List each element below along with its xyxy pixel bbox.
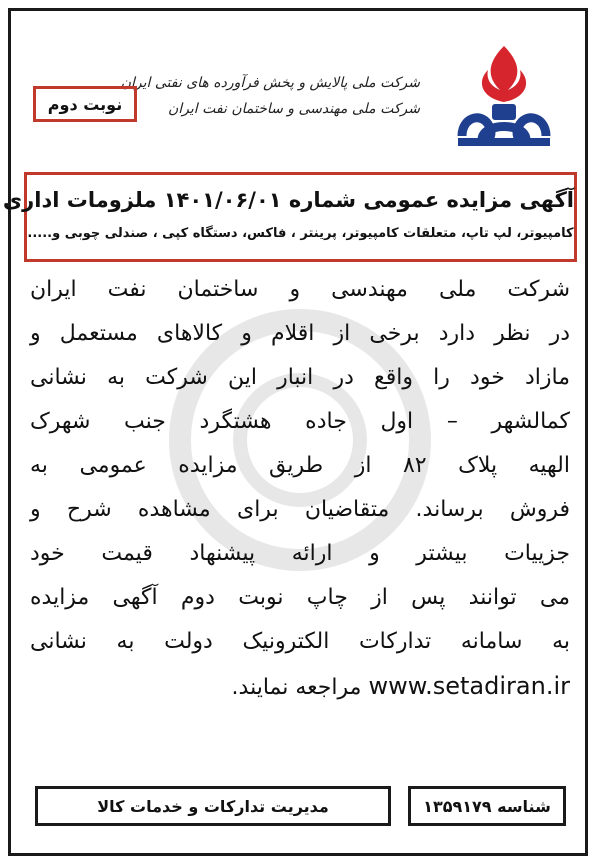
body-line: به سامانه تدارکات الکترونیک دولت به نشانی <box>30 629 570 654</box>
body-line: جزییات بیشتر و ارائه پیشنهاد قیمت خود <box>30 541 570 566</box>
ad-id-value: ۱۳۵۹۱۷۹ <box>423 796 492 816</box>
company-line-2: شرکت ملی مهندسی و ساختمان نفت ایران <box>168 101 420 117</box>
body-line: الهیه پلاک ۸۲ از طریق مزایده عمومی به <box>30 453 570 478</box>
title-box <box>2 172 577 262</box>
nioc-flame-logo-icon <box>452 40 556 150</box>
ad-id-label: شناسه <box>497 796 551 816</box>
body-line: شرکت ملی مهندسی و ساختمان نفت ایران <box>30 277 570 302</box>
company-line-1: شرکت ملی پالایش و پخش فرآورده های نفتی ایران <box>120 75 420 91</box>
body-line: کمالشهر – اول جاده هشتگرد جنب شهرک <box>30 409 570 434</box>
ad-body <box>30 268 570 710</box>
department-box: مدیریت تدارکات و خدمات کالا <box>35 786 391 826</box>
body-line: در نظر دارد برخی از اقلام و کالاهای مستعمل و <box>30 321 570 346</box>
body-line: می توانند پس از چاپ نوبت دوم آگهی مزایده <box>30 585 570 610</box>
setadiran-url[interactable]: www.setadiran.ir <box>368 672 570 700</box>
body-last-line <box>30 664 570 710</box>
auction-title: آگهی مزایده عمومی شماره ۱۴۰۱/۰۶/۰۱ ملزومات اداری <box>2 188 574 212</box>
company-names <box>120 70 420 122</box>
round-badge: نوبت دوم <box>33 86 137 122</box>
ad-id-box <box>408 786 566 826</box>
auction-items: کامپیوتر، لپ تاپ، متعلقات کامپیوتر، پرینتر ، فاکس، دستگاه کپی ، صندلی چوبی و..... <box>27 226 574 241</box>
body-line: فروش برساند. متقاضیان برای مشاهده شرح و <box>30 497 570 522</box>
refer-text: مراجعه نمایند. <box>231 675 362 700</box>
body-line: مازاد خود را واقع در انبار این شرکت به نشانی <box>30 365 570 390</box>
